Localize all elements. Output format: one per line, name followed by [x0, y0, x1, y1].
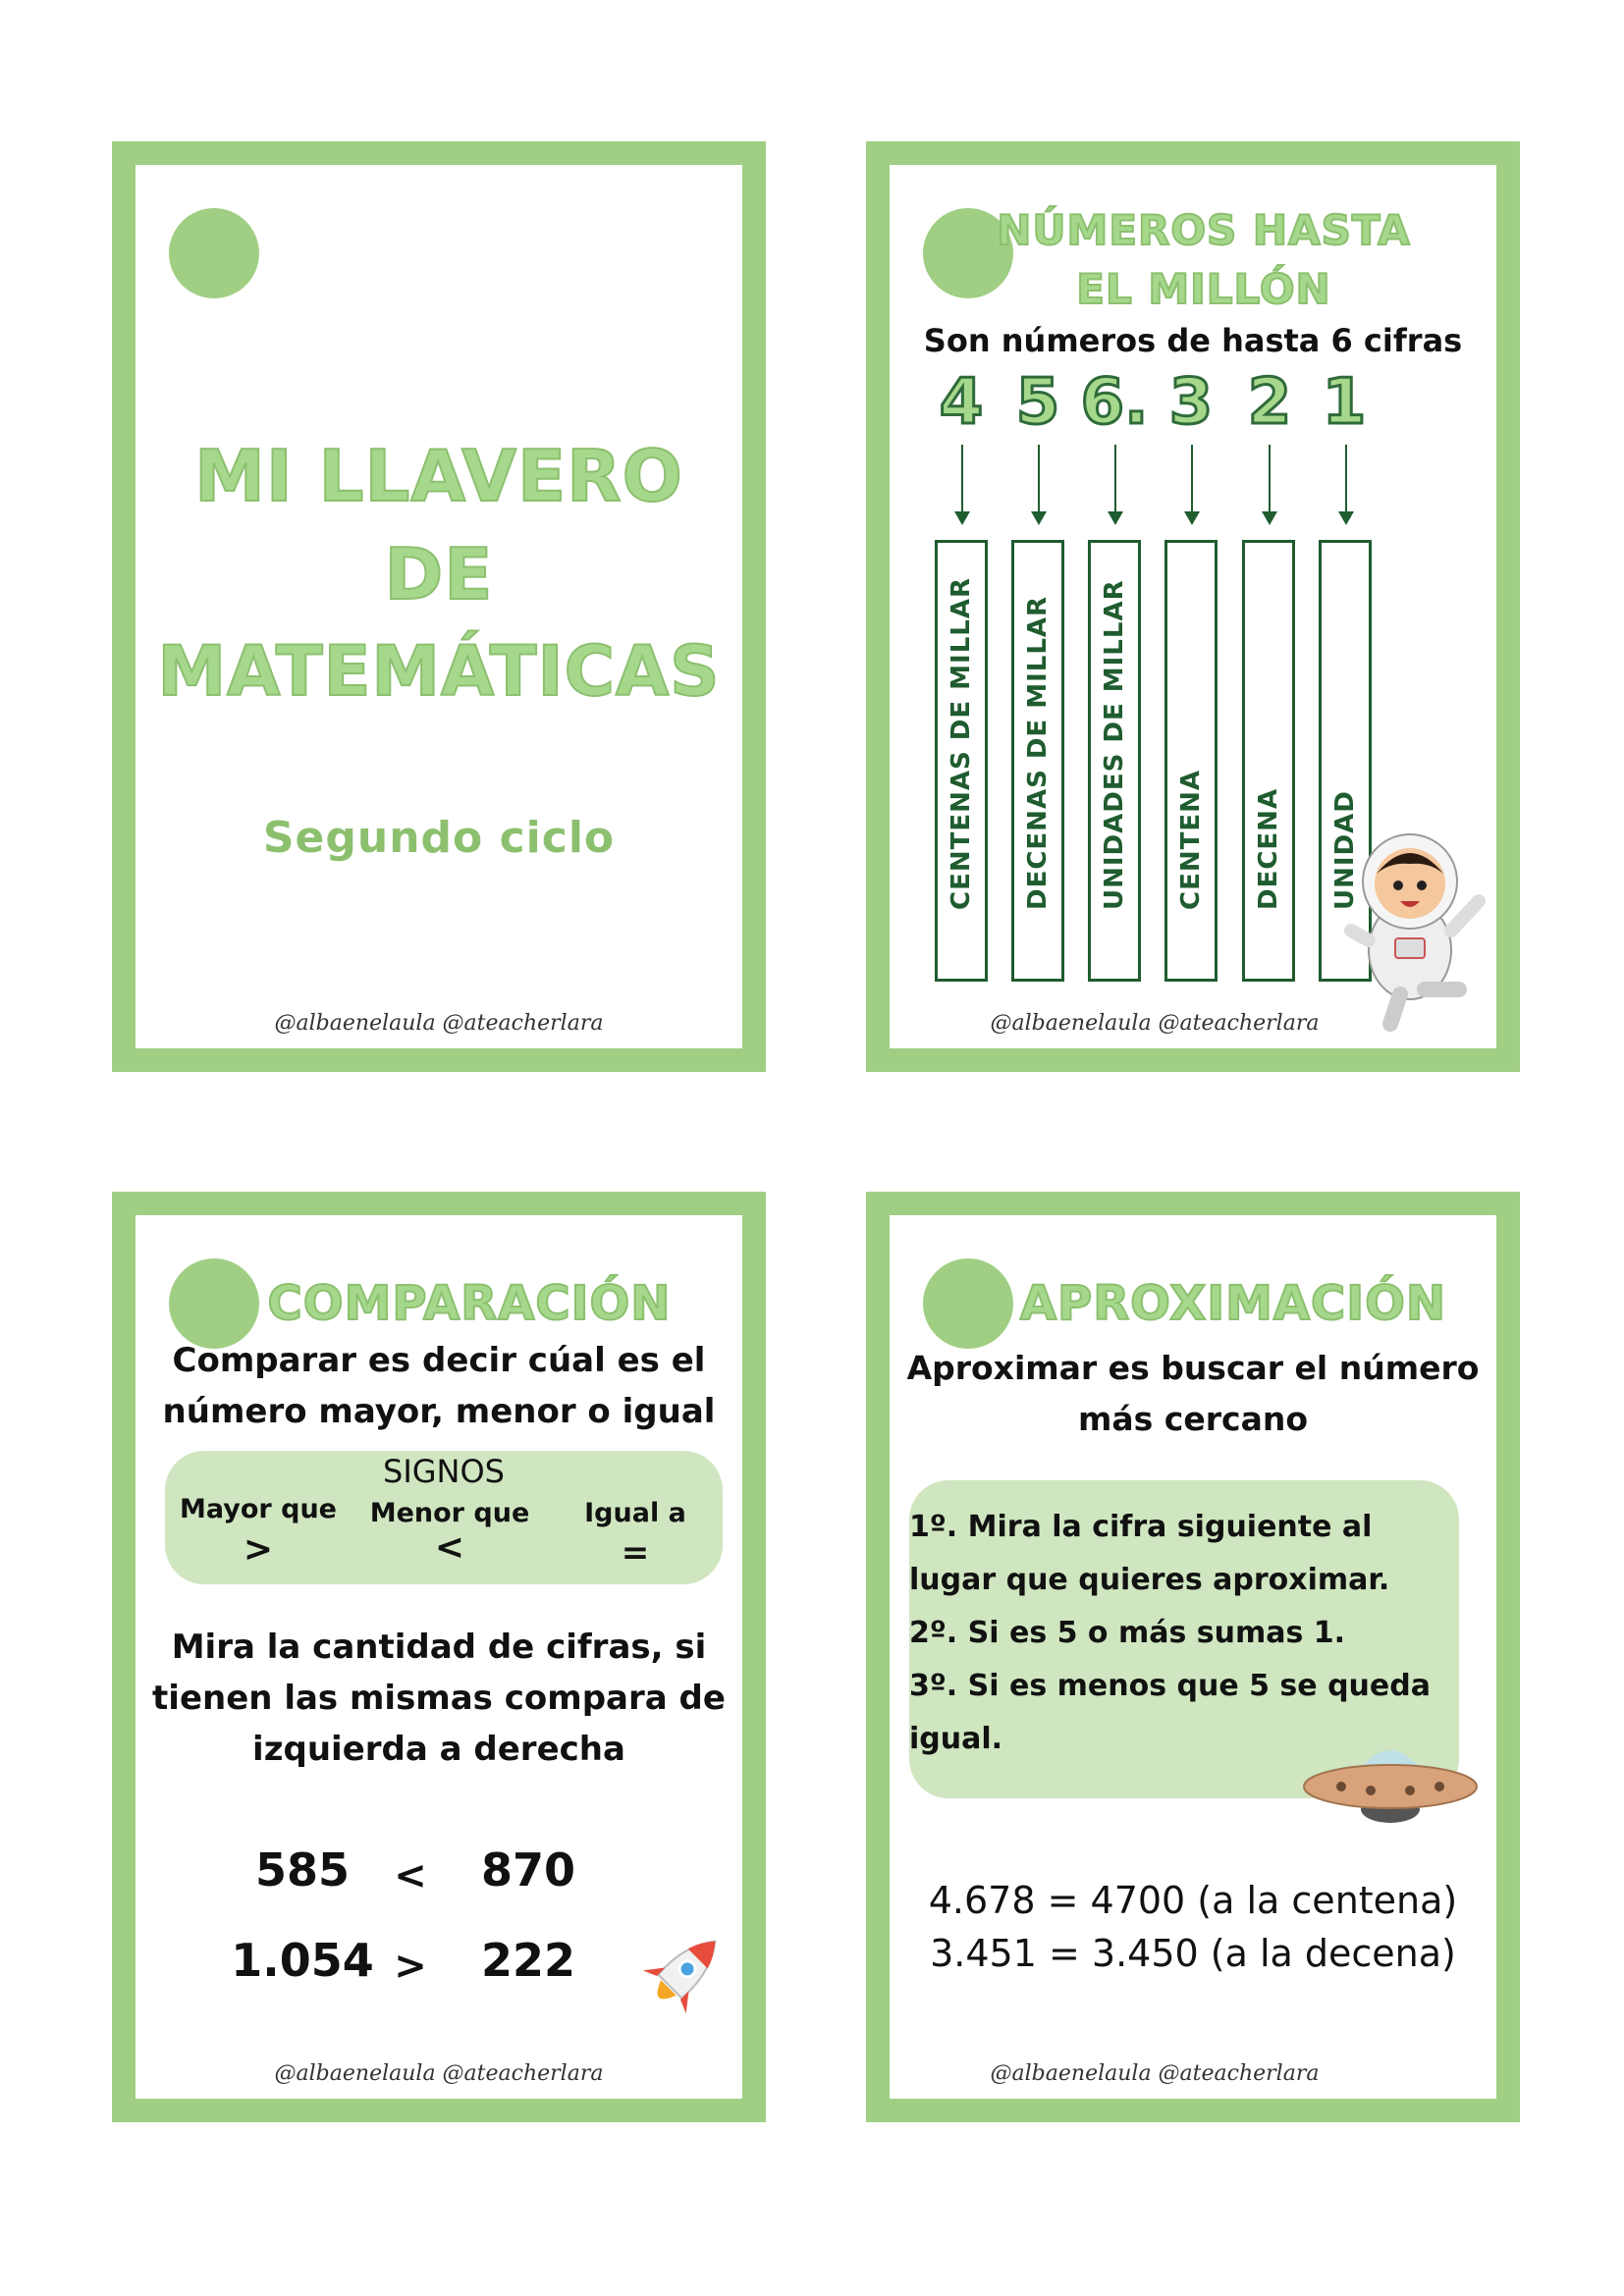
place-label: DECENAS DE MILLAR: [1023, 595, 1053, 910]
card-approximation: [866, 1192, 1520, 2122]
place-label: DECENA: [1254, 787, 1283, 910]
credits: @albaenelaula @ateacherlara: [990, 2061, 1320, 2086]
digit-1: 4: [939, 366, 984, 439]
example-sign: >: [394, 1944, 427, 1989]
ufo-illustration: [1302, 1726, 1479, 1834]
arrow-down-icon: [1191, 445, 1193, 523]
rule-step: lugar que quieres aproximar.: [909, 1563, 1390, 1597]
cover-title-line3: MATEMÁTICAS: [157, 631, 721, 712]
cover-subtitle: Segundo ciclo: [262, 813, 616, 863]
circle-decoration: [169, 208, 259, 298]
credits: @albaenelaula @ateacherlara: [990, 1011, 1320, 1036]
digit-3: 6.: [1080, 366, 1149, 439]
numbers-title-line2: EL MILLÓN: [1076, 265, 1331, 313]
card-numbers: [866, 141, 1520, 1072]
example-left: 1.054: [231, 1934, 374, 1987]
approximation-example: 4.678 = 4700 (a la centena): [928, 1879, 1458, 1922]
rule-step: 2º. Si es 5 o más sumas 1.: [909, 1616, 1346, 1650]
credits: @albaenelaula @ateacherlara: [274, 2061, 604, 2086]
circle-decoration: [923, 1258, 1013, 1349]
arrow-down-icon: [1345, 445, 1347, 523]
rule-step: igual.: [909, 1722, 1003, 1756]
signs-box: [165, 1451, 723, 1584]
circle-decoration: [169, 1258, 259, 1349]
digit-4: 3: [1168, 366, 1214, 439]
approximation-intro-line2: más cercano: [1078, 1400, 1308, 1438]
digit-6: 1: [1322, 366, 1367, 439]
sign-label-less: Menor que: [369, 1498, 530, 1528]
numbers-title-line1: NÚMEROS HASTA: [997, 206, 1411, 254]
arrow-down-icon: [1038, 445, 1040, 523]
sign-label-equal: Igual a: [584, 1498, 686, 1528]
approximation-title: APROXIMACIÓN: [1019, 1276, 1447, 1331]
place-column: [1164, 540, 1218, 982]
cover-title-line1: MI LLAVERO: [194, 435, 683, 517]
numbers-intro: Son números de hasta 6 cifras: [923, 322, 1463, 359]
card-comparison: [112, 1192, 766, 2122]
astronaut-illustration: [1341, 823, 1489, 1039]
place-column: [1088, 540, 1141, 982]
comparison-rule-line3: izquierda a derecha: [252, 1730, 625, 1769]
approximation-intro-line1: Aproximar es buscar el número: [906, 1349, 1480, 1387]
place-label: UNIDADES DE MILLAR: [1100, 579, 1129, 910]
digit-2: 5: [1015, 366, 1060, 439]
example-left: 585: [254, 1843, 351, 1896]
rocket-illustration: [626, 1922, 734, 2030]
place-column: [1242, 540, 1295, 982]
place-label: UNIDAD: [1330, 790, 1360, 910]
place-column: [935, 540, 988, 982]
place-label: CENTENAS DE MILLAR: [947, 577, 976, 910]
sign-label-greater: Mayor que: [180, 1494, 337, 1524]
approximation-example: 3.451 = 3.450 (a la decena): [930, 1932, 1456, 1975]
place-label: CENTENA: [1176, 770, 1206, 910]
digit-5: 2: [1247, 366, 1292, 439]
arrow-down-icon: [1269, 445, 1271, 523]
card-cover: [112, 141, 766, 1072]
rule-step: 3º. Si es menos que 5 se queda: [909, 1669, 1431, 1703]
example-right: 222: [480, 1934, 576, 1987]
rule-step: 1º. Mira la cifra siguiente al: [909, 1510, 1373, 1544]
comparison-rule-line1: Mira la cantidad de cifras, si: [171, 1628, 707, 1667]
comparison-intro-line1: Comparar es decir cúal es el: [172, 1341, 706, 1380]
credits: @albaenelaula @ateacherlara: [274, 1011, 604, 1036]
comparison-rule-line2: tienen las mismas compara de: [152, 1679, 726, 1718]
sign-symbol-equal: =: [621, 1533, 650, 1573]
signs-title: SIGNOS: [383, 1453, 505, 1490]
example-sign: <: [394, 1853, 427, 1898]
place-column: [1011, 540, 1064, 982]
sign-symbol-greater: >: [243, 1529, 274, 1570]
arrow-down-icon: [961, 445, 963, 523]
arrow-down-icon: [1114, 445, 1116, 523]
comparison-intro-line2: número mayor, menor o igual: [162, 1392, 716, 1431]
cover-title-line2: DE: [384, 533, 494, 615]
sign-symbol-less: <: [434, 1527, 465, 1568]
example-right: 870: [480, 1843, 576, 1896]
comparison-title: COMPARACIÓN: [267, 1276, 672, 1331]
